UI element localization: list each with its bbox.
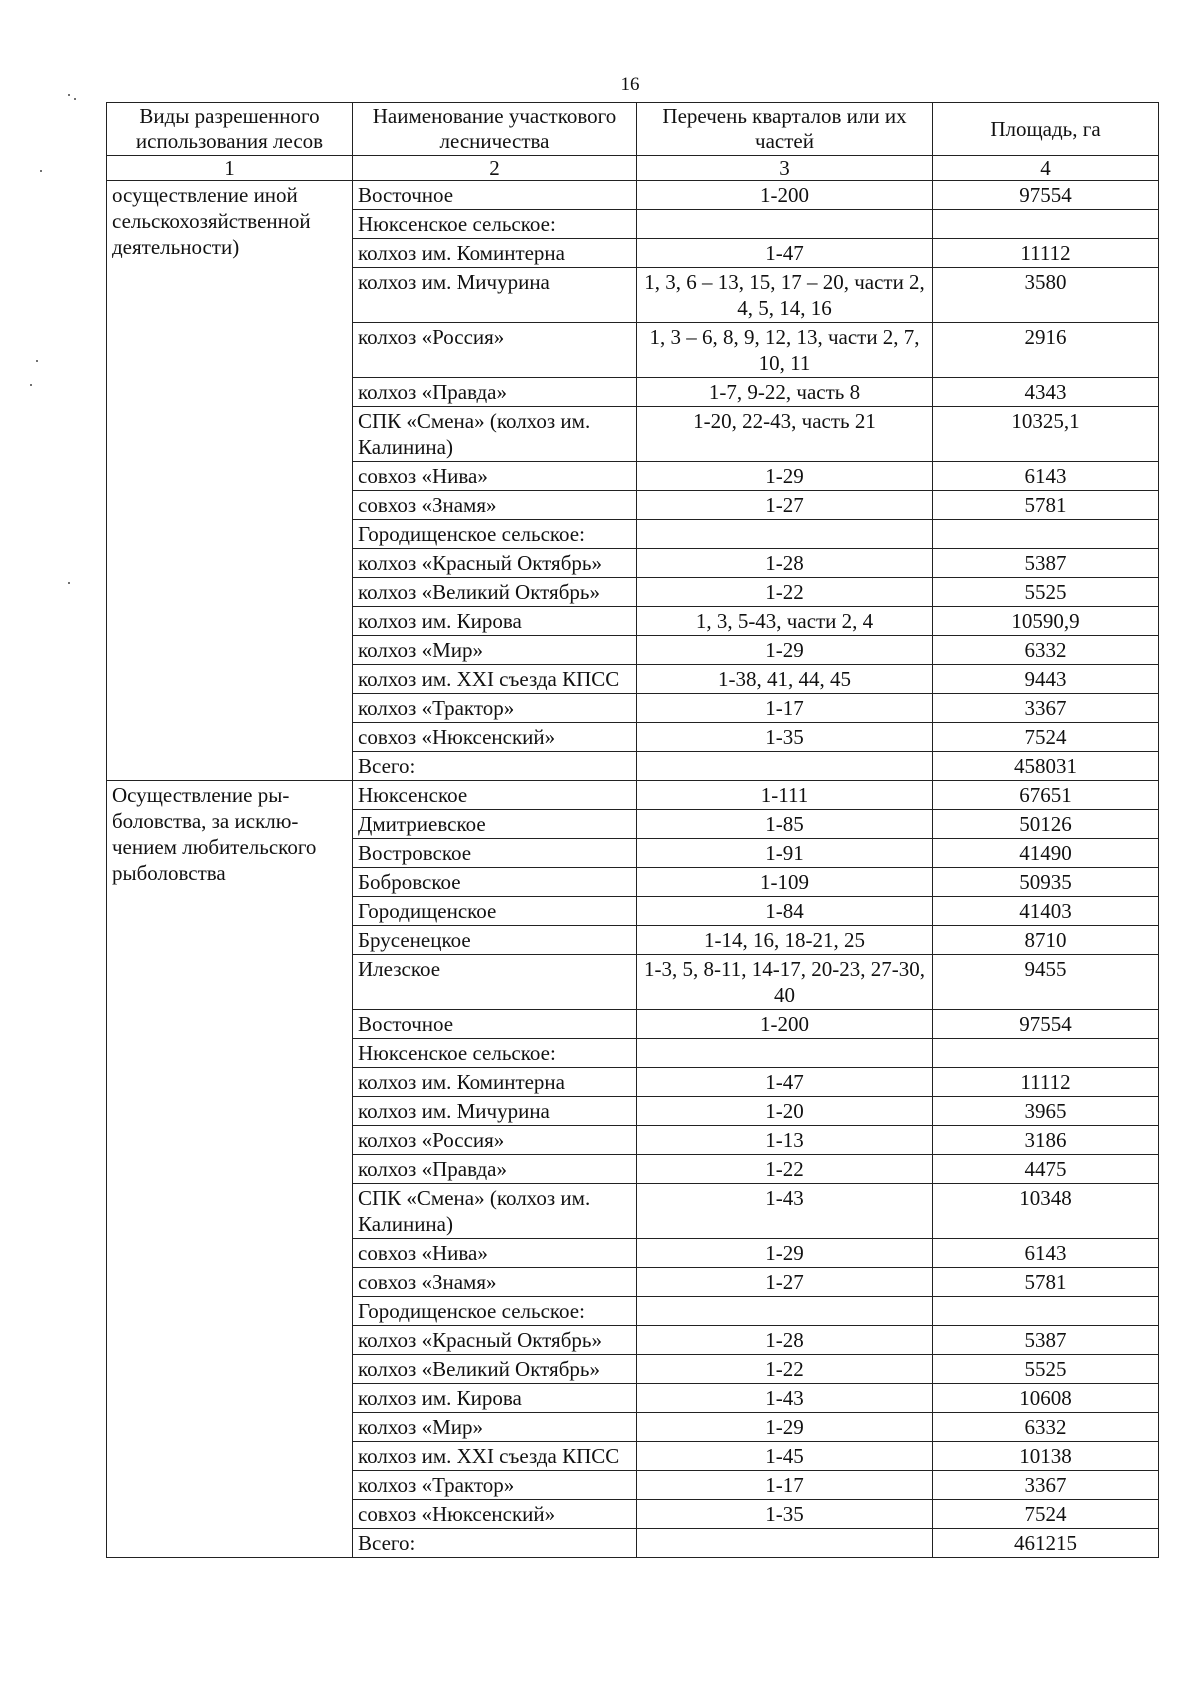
forestry-name-cell: Востровское: [353, 839, 637, 868]
area-cell: 41403: [933, 897, 1159, 926]
forestry-name-cell: Дмитриевское: [353, 810, 637, 839]
area-cell: 9443: [933, 665, 1159, 694]
quarters-cell: [637, 1529, 933, 1558]
quarters-cell: 1-47: [637, 1068, 933, 1097]
area-cell: 10348: [933, 1184, 1159, 1239]
area-cell: 5781: [933, 1268, 1159, 1297]
forestry-name-cell: колхоз «Россия»: [353, 323, 637, 378]
area-cell: 9455: [933, 955, 1159, 1010]
quarters-cell: 1, 3, 5-43, части 2, 4: [637, 607, 933, 636]
area-cell: 5525: [933, 1355, 1159, 1384]
area-cell: 8710: [933, 926, 1159, 955]
forestry-name-cell: совхоз «Нива»: [353, 1239, 637, 1268]
forestry-name-cell: Городищенское: [353, 897, 637, 926]
quarters-cell: 1-17: [637, 1471, 933, 1500]
quarters-cell: 1-29: [637, 1239, 933, 1268]
forestry-name-cell: колхоз им. Кирова: [353, 1384, 637, 1413]
area-cell: [933, 520, 1159, 549]
area-cell: 11112: [933, 1068, 1159, 1097]
column-number: 2: [353, 156, 637, 181]
area-cell: 67651: [933, 781, 1159, 810]
forestry-name-cell: колхоз «Великий Октябрь»: [353, 1355, 637, 1384]
quarters-cell: 1-28: [637, 549, 933, 578]
table-row: [107, 181, 1159, 210]
quarters-cell: 1-27: [637, 491, 933, 520]
column-number: 1: [107, 156, 353, 181]
area-cell: 3367: [933, 694, 1159, 723]
area-cell: 3965: [933, 1097, 1159, 1126]
quarters-cell: 1-22: [637, 578, 933, 607]
quarters-cell: 1-17: [637, 694, 933, 723]
forestry-name-cell: совхоз «Нива»: [353, 462, 637, 491]
forestry-name-cell: совхоз «Знамя»: [353, 491, 637, 520]
area-cell: 10138: [933, 1442, 1159, 1471]
quarters-cell: 1-111: [637, 781, 933, 810]
area-cell: 6143: [933, 462, 1159, 491]
header-use-type: Виды разрешенного использования лесов: [107, 103, 353, 156]
quarters-cell: 1-29: [637, 1413, 933, 1442]
quarters-cell: 1, 3 – 6, 8, 9, 12, 13, части 2, 7, 10, 11: [637, 323, 933, 378]
forestry-name-cell: совхоз «Нюксенский»: [353, 1500, 637, 1529]
forestry-name-cell: колхоз им. Мичурина: [353, 1097, 637, 1126]
area-cell: 2916: [933, 323, 1159, 378]
quarters-cell: 1-200: [637, 181, 933, 210]
quarters-cell: 1-22: [637, 1355, 933, 1384]
quarters-cell: 1-27: [637, 1268, 933, 1297]
forestry-name-cell: колхоз «Трактор»: [353, 694, 637, 723]
quarters-cell: [637, 1297, 933, 1326]
forestry-name-cell: колхоз им. XXI съезда КПСС: [353, 1442, 637, 1471]
quarters-cell: 1-43: [637, 1184, 933, 1239]
forestry-name-cell: совхоз «Знамя»: [353, 1268, 637, 1297]
area-cell: 97554: [933, 181, 1159, 210]
forestry-name-cell: колхоз им. Коминтерна: [353, 1068, 637, 1097]
area-cell: 97554: [933, 1010, 1159, 1039]
quarters-cell: [637, 752, 933, 781]
forestry-name-cell: колхоз «Россия»: [353, 1126, 637, 1155]
forestry-name-cell: Бобровское: [353, 868, 637, 897]
area-cell: [933, 1297, 1159, 1326]
area-cell: 50935: [933, 868, 1159, 897]
quarters-cell: 1-200: [637, 1010, 933, 1039]
quarters-cell: 1-91: [637, 839, 933, 868]
quarters-cell: 1-35: [637, 1500, 933, 1529]
forest-use-table: [106, 102, 1159, 1558]
quarters-cell: 1-84: [637, 897, 933, 926]
header-row: [107, 103, 1159, 156]
page-number: 16: [620, 74, 640, 95]
quarters-cell: [637, 1039, 933, 1068]
area-cell: [933, 1039, 1159, 1068]
quarters-cell: 1-3, 5, 8-11, 14-17, 20-23, 27-30, 40: [637, 955, 933, 1010]
forestry-name-cell: колхоз «Красный Октябрь»: [353, 1326, 637, 1355]
forestry-name-cell: Илезское: [353, 955, 637, 1010]
column-number: 4: [933, 156, 1159, 181]
area-cell: 3367: [933, 1471, 1159, 1500]
quarters-cell: 1-45: [637, 1442, 933, 1471]
quarters-cell: 1-28: [637, 1326, 933, 1355]
quarters-cell: 1-29: [637, 636, 933, 665]
forestry-name-cell: СПК «Смена» (колхоз им. Калинина): [353, 1184, 637, 1239]
header-forestry-name: Наименование участкового лесничества: [353, 103, 637, 156]
quarters-cell: [637, 210, 933, 239]
area-cell: 7524: [933, 1500, 1159, 1529]
forestry-name-cell: колхоз им. XXI съезда КПСС: [353, 665, 637, 694]
forestry-name-cell: совхоз «Нюксенский»: [353, 723, 637, 752]
forestry-name-cell: колхоз им. Мичурина: [353, 268, 637, 323]
quarters-cell: 1-109: [637, 868, 933, 897]
forestry-name-cell: Брусенецкое: [353, 926, 637, 955]
forestry-name-cell: колхоз «Красный Октябрь»: [353, 549, 637, 578]
forestry-name-cell: колхоз «Великий Октябрь»: [353, 578, 637, 607]
area-cell: 10608: [933, 1384, 1159, 1413]
area-cell: 5387: [933, 1326, 1159, 1355]
quarters-cell: 1-38, 41, 44, 45: [637, 665, 933, 694]
area-cell: 6332: [933, 1413, 1159, 1442]
forestry-name-cell: колхоз «Мир»: [353, 636, 637, 665]
quarters-cell: 1-20: [637, 1097, 933, 1126]
area-cell: 7524: [933, 723, 1159, 752]
quarters-cell: 1-22: [637, 1155, 933, 1184]
area-cell: 11112: [933, 239, 1159, 268]
area-cell: 6143: [933, 1239, 1159, 1268]
table-row: [107, 781, 1159, 810]
section-other-agriculture: [107, 181, 1159, 781]
use-type-cell: Осуществление ры-боловства, за исклю-чением любительского рыболовства: [107, 781, 353, 1558]
forestry-name-cell: колхоз им. Кирова: [353, 607, 637, 636]
area-cell: 10325,1: [933, 407, 1159, 462]
forestry-name-cell: Городищенское сельское:: [353, 1297, 637, 1326]
area-cell: 461215: [933, 1529, 1159, 1558]
forestry-name-cell: колхоз «Правда»: [353, 1155, 637, 1184]
area-cell: 6332: [933, 636, 1159, 665]
quarters-cell: 1-43: [637, 1384, 933, 1413]
quarters-cell: 1-7, 9-22, часть 8: [637, 378, 933, 407]
area-cell: 4475: [933, 1155, 1159, 1184]
forestry-name-cell: СПК «Смена» (колхоз им. Калинина): [353, 407, 637, 462]
column-number-row: [107, 156, 1159, 181]
area-cell: 4343: [933, 378, 1159, 407]
use-type-cell: осуществление иной сельскохозяйственной деятельности): [107, 181, 353, 781]
header-area: Площадь, га: [933, 103, 1159, 156]
area-cell: 41490: [933, 839, 1159, 868]
area-cell: [933, 210, 1159, 239]
forestry-name-cell: Нюксенское сельское:: [353, 210, 637, 239]
area-cell: 5525: [933, 578, 1159, 607]
area-cell: 3580: [933, 268, 1159, 323]
area-cell: 50126: [933, 810, 1159, 839]
quarters-cell: [637, 520, 933, 549]
quarters-cell: 1-85: [637, 810, 933, 839]
forestry-name-cell: колхоз «Трактор»: [353, 1471, 637, 1500]
forestry-name-cell: Нюксенское сельское:: [353, 1039, 637, 1068]
column-number: 3: [637, 156, 933, 181]
quarters-cell: 1-47: [637, 239, 933, 268]
area-cell: 458031: [933, 752, 1159, 781]
quarters-cell: 1-29: [637, 462, 933, 491]
forestry-name-cell: Городищенское сельское:: [353, 520, 637, 549]
forestry-name-cell: колхоз «Мир»: [353, 1413, 637, 1442]
forestry-name-cell: Всего:: [353, 1529, 637, 1558]
quarters-cell: 1-20, 22-43, часть 21: [637, 407, 933, 462]
forestry-name-cell: колхоз «Правда»: [353, 378, 637, 407]
area-cell: 3186: [933, 1126, 1159, 1155]
quarters-cell: 1, 3, 6 – 13, 15, 17 – 20, части 2, 4, 5, 14, 16: [637, 268, 933, 323]
forestry-name-cell: Всего:: [353, 752, 637, 781]
area-cell: 5781: [933, 491, 1159, 520]
quarters-cell: 1-14, 16, 18-21, 25: [637, 926, 933, 955]
quarters-cell: 1-13: [637, 1126, 933, 1155]
section-fishing: [107, 781, 1159, 1558]
area-cell: 10590,9: [933, 607, 1159, 636]
forestry-name-cell: Восточное: [353, 1010, 637, 1039]
forestry-name-cell: Нюксенское: [353, 781, 637, 810]
header-quarters: Перечень кварталов или их частей: [637, 103, 933, 156]
forestry-name-cell: колхоз им. Коминтерна: [353, 239, 637, 268]
quarters-cell: 1-35: [637, 723, 933, 752]
forestry-name-cell: Восточное: [353, 181, 637, 210]
area-cell: 5387: [933, 549, 1159, 578]
